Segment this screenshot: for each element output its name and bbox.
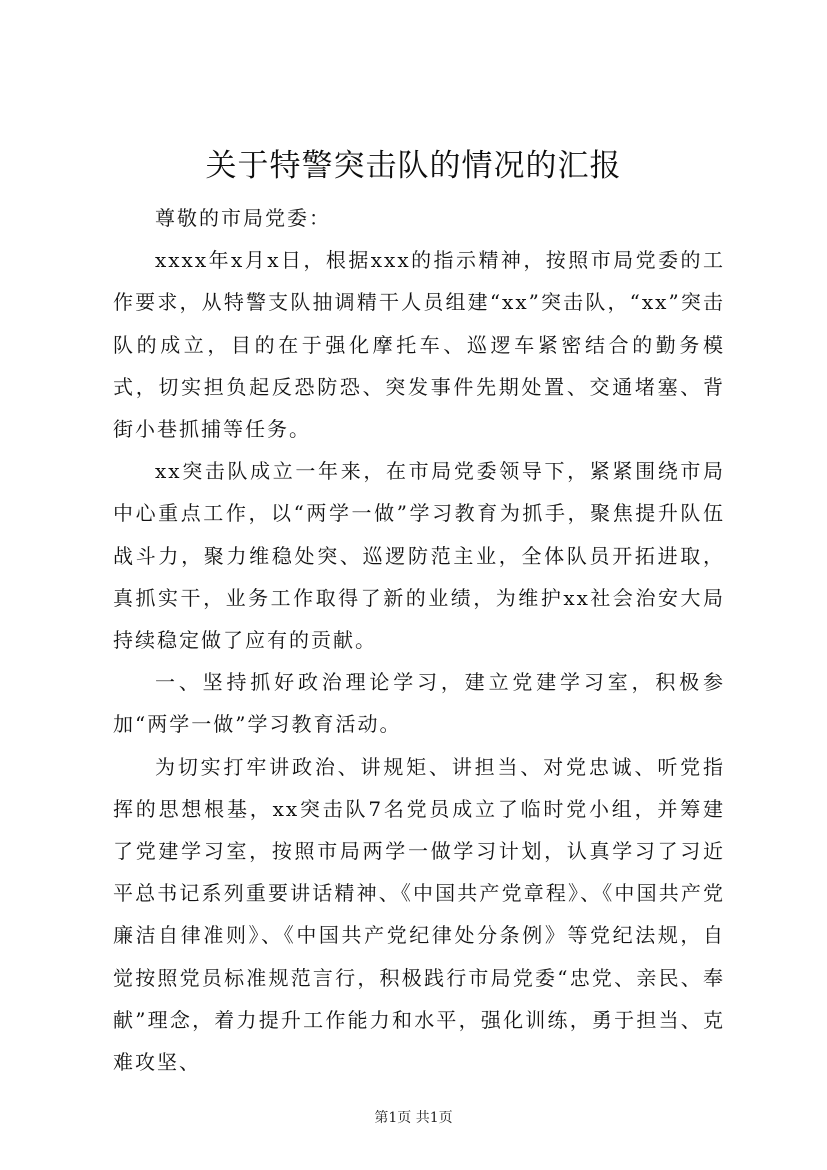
body-paragraph: 为切实打牢讲政治、讲规矩、讲担当、对党忠诚、听党指挥的思想根基，xx突击队7名党员成立了临时党小组，并筹建了党建学习室，按照市局两学一做学习计划，认真学习了习近平总书记系列重要讲话精神、《中国共产党章程》、《中国共产党廉洁自律准则》、《中国共产党纪律处分条例》等党纪法规，自觉按照党员标准规范言行，积极践行市局党委“忠党、亲民、奉献”理念，着力提升工作能力和水平，强化训练，勇于担当、克难攻坚、: [113, 754, 725, 1075]
body-paragraph: xx突击队成立一年来，在市局党委领导下，紧紧围绕市局中心重点工作，以“两学一做”学习教育为抓手，聚焦提升队伍战斗力，聚力维稳处突、巡逻防范主业，全体队员开拓进取，真抓实干，业务工作取得了新的业绩，为维护xx社会治安大局持续稳定做了应有的贡献。: [113, 459, 725, 653]
document-title: 关于特警突击队的情况的汇报: [205, 148, 622, 184]
page-number-footer: 第1页 共1页: [374, 1110, 453, 1126]
body-paragraph: xxxx年x月x日，根据xxx的指示精神，按照市局党委的工作要求，从特警支队抽调精干人员组建“xx”突击队，“xx”突击队的成立，目的在于强化摩托车、巡逻车紧密结合的勤务模式，切实担负起反恐防恐、突发事件先期处置、交通堵塞、背街小巷抓捕等任务。: [113, 248, 725, 442]
salutation-paragraph: 尊敬的市局党委：: [155, 206, 331, 230]
document-body: [113, 197, 725, 1083]
section-heading-paragraph: 一、坚持抓好政治理论学习，建立党建学习室，积极参加“两学一做”学习教育活动。: [113, 670, 725, 737]
